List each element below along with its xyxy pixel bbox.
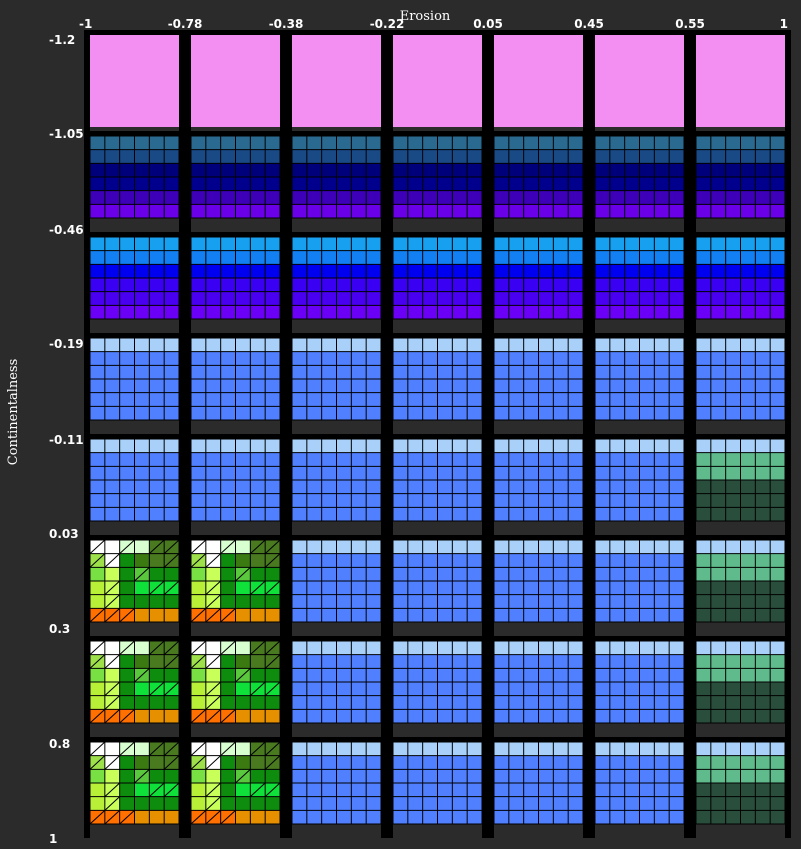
heatmap-cell: [589, 636, 690, 737]
cell-tile: [164, 608, 179, 622]
cell-tile: [90, 682, 105, 696]
heatmap-cell: [185, 30, 286, 131]
cell-tile: [90, 668, 105, 682]
cell-footer: [292, 218, 381, 232]
cell-tile: [135, 797, 150, 811]
cell-footer: [292, 723, 381, 737]
cell-tile: [221, 682, 236, 696]
cell-tile: [250, 668, 265, 682]
heatmap-cell: [387, 131, 488, 232]
cell-footer: [292, 622, 381, 636]
cell-tile: [265, 696, 280, 710]
cell-footer: [191, 127, 280, 131]
cell-tile: [90, 783, 105, 797]
cell-tile: [149, 696, 164, 710]
cell-tile: [236, 641, 251, 655]
cell-tile: [120, 668, 135, 682]
cell-tile: [149, 567, 164, 581]
cell-tile: [265, 709, 280, 723]
heatmap-cell: [690, 737, 791, 838]
cell-tile: [135, 783, 150, 797]
cell-tile: [135, 540, 150, 554]
y-tick-label: 0.8: [49, 737, 71, 751]
cell-footer: [696, 420, 785, 434]
cell-tile: [221, 696, 236, 710]
cell-footer: [292, 824, 381, 838]
cell-tile: [221, 783, 236, 797]
cell-footer: [595, 824, 684, 838]
heatmap-cell: [488, 737, 589, 838]
cell-grid: [84, 30, 791, 838]
cell-tile: [164, 709, 179, 723]
heatmap-cell: [589, 434, 690, 535]
cell-tile: [250, 769, 265, 783]
cell-tile: [221, 769, 236, 783]
cell-footer: [191, 319, 280, 333]
cell-tile: [265, 668, 280, 682]
cell-tile: [120, 554, 135, 568]
heatmap-cell: [690, 434, 791, 535]
cell-tile: [164, 567, 179, 581]
cell-footer: [393, 723, 482, 737]
cell-tile: [221, 595, 236, 609]
cell-footer: [393, 622, 482, 636]
cell-footer: [494, 319, 583, 333]
heatmap-cell: [286, 333, 387, 434]
cell-tile: [149, 769, 164, 783]
cell-tile: [135, 682, 150, 696]
cell-footer: [191, 521, 280, 535]
cell-footer: [90, 420, 179, 434]
x-tick-label: -0.78: [167, 17, 203, 31]
cell-tile: [250, 554, 265, 568]
heatmap-cell: [286, 30, 387, 131]
heatmap-cell: [84, 131, 185, 232]
cell-tile: [265, 797, 280, 811]
x-tick-label: 1: [779, 17, 788, 31]
cell-tile: [164, 810, 179, 824]
x-tick-label: 0.05: [473, 17, 503, 31]
cell-tile: [164, 769, 179, 783]
heatmap-cell: [286, 434, 387, 535]
heatmap-cell: [589, 131, 690, 232]
cell-tile: [164, 668, 179, 682]
cell-tile: [149, 595, 164, 609]
heatmap-cell: [185, 333, 286, 434]
cell-footer: [90, 218, 179, 232]
heatmap-cell: [690, 636, 791, 737]
cell-tile: [120, 783, 135, 797]
cell-tile: [236, 655, 251, 669]
cell-tile: [120, 682, 135, 696]
heatmap-cell: [690, 232, 791, 333]
heatmap-cell: [286, 131, 387, 232]
cell-tile: [236, 709, 251, 723]
cell-tile: [250, 595, 265, 609]
cell-band: [393, 35, 482, 127]
x-tick-label: 0.55: [675, 17, 705, 31]
cell-footer: [696, 127, 785, 131]
cell-tile: [120, 581, 135, 595]
heatmap-cell: [387, 333, 488, 434]
cell-tile: [149, 709, 164, 723]
heatmap-cell: [286, 737, 387, 838]
cell-tile: [221, 655, 236, 669]
heatmap-cell: [185, 131, 286, 232]
cell-footer: [191, 420, 280, 434]
heatmap-cell: [589, 333, 690, 434]
heatmap-cell: [185, 636, 286, 737]
cell-footer: [191, 622, 280, 636]
cell-tile: [191, 595, 206, 609]
cell-tile: [265, 810, 280, 824]
cell-tile: [265, 608, 280, 622]
cell-tile: [164, 797, 179, 811]
cell-tile: [265, 567, 280, 581]
cell-footer: [595, 622, 684, 636]
heatmap-cell: [286, 232, 387, 333]
cell-footer: [191, 824, 280, 838]
heatmap-cell: [690, 535, 791, 636]
heatmap-cell: [84, 434, 185, 535]
heatmap-cell: [84, 232, 185, 333]
heatmap-cell: [185, 737, 286, 838]
heatmap-cell: [84, 737, 185, 838]
heatmap-cell: [387, 30, 488, 131]
cell-tile: [236, 554, 251, 568]
cell-tile: [149, 797, 164, 811]
heatmap-cell: [286, 535, 387, 636]
cell-tile: [135, 581, 150, 595]
cell-tile: [90, 581, 105, 595]
heatmap-cell: [387, 434, 488, 535]
heatmap-cell: [488, 30, 589, 131]
heatmap-cell: [84, 636, 185, 737]
cell-tile: [236, 682, 251, 696]
heatmap-cell: [286, 636, 387, 737]
heatmap-cell: [488, 535, 589, 636]
cell-tile: [120, 769, 135, 783]
heatmap-cell: [690, 333, 791, 434]
heatmap-cell: [589, 737, 690, 838]
cell-tile: [191, 581, 206, 595]
heatmap-cell: [387, 232, 488, 333]
cell-tile: [206, 567, 221, 581]
cell-tile: [135, 709, 150, 723]
cell-tile: [250, 797, 265, 811]
cell-tile: [120, 595, 135, 609]
cell-tile: [135, 608, 150, 622]
cell-tile: [120, 797, 135, 811]
cell-band: [90, 35, 179, 127]
y-tick-label: -0.19: [49, 337, 84, 351]
cell-tile: [221, 567, 236, 581]
x-tick-label: -0.38: [268, 17, 304, 31]
cell-footer: [595, 723, 684, 737]
cell-band: [191, 35, 280, 127]
cell-band: [494, 35, 583, 127]
cell-tile: [236, 742, 251, 756]
cell-tile: [135, 810, 150, 824]
cell-tile: [90, 696, 105, 710]
cell-tile: [236, 756, 251, 770]
x-tick-label: -0.22: [369, 17, 405, 31]
cell-tile: [250, 608, 265, 622]
cell-tile: [250, 810, 265, 824]
cell-tile: [149, 810, 164, 824]
cell-tile: [149, 668, 164, 682]
cell-tile: [250, 655, 265, 669]
heatmap-cell: [387, 535, 488, 636]
cell-footer: [696, 824, 785, 838]
y-tick-label: -1.05: [49, 127, 84, 141]
cell-tile: [206, 742, 221, 756]
cell-footer: [696, 521, 785, 535]
heatmap-cell: [84, 30, 185, 131]
y-tick-label: -0.46: [49, 223, 84, 237]
cell-footer: [494, 824, 583, 838]
cell-tile: [164, 696, 179, 710]
cell-tile: [236, 608, 251, 622]
cell-tile: [120, 756, 135, 770]
cell-tile: [105, 567, 120, 581]
cell-tile: [236, 581, 251, 595]
cell-tile: [236, 810, 251, 824]
heatmap-cell: [589, 232, 690, 333]
cell-tile: [135, 595, 150, 609]
x-axis-title: Erosion: [399, 9, 451, 24]
cell-footer: [494, 521, 583, 535]
cell-footer: [696, 622, 785, 636]
heatmap-cell: [690, 30, 791, 131]
cell-tile: [206, 668, 221, 682]
cell-tile: [191, 797, 206, 811]
cell-tile: [120, 696, 135, 710]
cell-tile: [265, 595, 280, 609]
cell-footer: [292, 127, 381, 131]
cell-tile: [105, 641, 120, 655]
cell-tile: [191, 783, 206, 797]
cell-tile: [236, 540, 251, 554]
cell-tile: [105, 769, 120, 783]
cell-footer: [494, 218, 583, 232]
cell-tile: [221, 581, 236, 595]
cell-footer: [595, 319, 684, 333]
cell-tile: [191, 696, 206, 710]
cell-tile: [135, 641, 150, 655]
cell-tile: [221, 554, 236, 568]
cell-tile: [90, 567, 105, 581]
cell-tile: [206, 641, 221, 655]
y-axis-title: Continentalness: [6, 358, 21, 466]
cell-tile: [135, 696, 150, 710]
cell-footer: [292, 319, 381, 333]
cell-footer: [191, 218, 280, 232]
heatmap-cell: [185, 535, 286, 636]
y-tick-label: 0.03: [49, 527, 79, 541]
heatmap-cell: [589, 535, 690, 636]
cell-tile: [236, 696, 251, 710]
cell-footer: [595, 218, 684, 232]
cell-footer: [90, 824, 179, 838]
cell-tile: [105, 742, 120, 756]
cell-tile: [149, 756, 164, 770]
heatmap-cell: [488, 131, 589, 232]
cell-footer: [494, 723, 583, 737]
cell-footer: [90, 723, 179, 737]
cell-tile: [120, 567, 135, 581]
cell-footer: [393, 127, 482, 131]
cell-tile: [250, 696, 265, 710]
cell-tile: [236, 783, 251, 797]
cell-tile: [149, 608, 164, 622]
cell-footer: [393, 319, 482, 333]
cell-tile: [149, 554, 164, 568]
cell-footer: [292, 420, 381, 434]
cell-footer: [595, 127, 684, 131]
cell-footer: [696, 723, 785, 737]
cell-tile: [206, 540, 221, 554]
cell-band: [696, 35, 785, 127]
cell-footer: [90, 127, 179, 131]
cell-tile: [90, 769, 105, 783]
heatmap-cell: [185, 434, 286, 535]
heatmap-cell: [488, 333, 589, 434]
cell-footer: [595, 420, 684, 434]
cell-tile: [236, 797, 251, 811]
cell-band: [595, 35, 684, 127]
cell-footer: [696, 319, 785, 333]
cell-footer: [595, 521, 684, 535]
cell-footer: [191, 723, 280, 737]
cell-tile: [265, 769, 280, 783]
cell-tile: [221, 756, 236, 770]
cell-footer: [494, 420, 583, 434]
heatmap-cell: [488, 636, 589, 737]
cell-tile: [135, 655, 150, 669]
cell-footer: [494, 127, 583, 131]
cell-band: [292, 35, 381, 127]
cell-tile: [135, 756, 150, 770]
cell-tile: [105, 540, 120, 554]
cell-tile: [250, 709, 265, 723]
cell-tile: [206, 769, 221, 783]
cell-footer: [393, 824, 482, 838]
cell-footer: [393, 420, 482, 434]
cell-footer: [494, 622, 583, 636]
cell-tile: [149, 655, 164, 669]
heatmap-cell: [488, 232, 589, 333]
cell-tile: [191, 668, 206, 682]
cell-tile: [236, 595, 251, 609]
cell-tile: [120, 655, 135, 669]
cell-tile: [191, 567, 206, 581]
heatmap-cell: [488, 434, 589, 535]
cell-tile: [90, 797, 105, 811]
cell-footer: [90, 622, 179, 636]
cell-tile: [191, 769, 206, 783]
heatmap-cell: [387, 636, 488, 737]
heatmap-cell: [84, 535, 185, 636]
cell-tile: [105, 668, 120, 682]
cell-tile: [250, 756, 265, 770]
cell-tile: [221, 668, 236, 682]
cell-tile: [221, 797, 236, 811]
cell-footer: [292, 521, 381, 535]
x-tick-label: 0.45: [574, 17, 604, 31]
y-tick-label: 1: [49, 832, 58, 846]
heatmap-cell: [185, 232, 286, 333]
cell-footer: [90, 319, 179, 333]
y-tick-label: 0.3: [49, 622, 71, 636]
cell-tile: [135, 554, 150, 568]
cell-footer: [90, 521, 179, 535]
heatmap-cell: [690, 131, 791, 232]
cell-footer: [393, 218, 482, 232]
y-tick-label: -1.2: [49, 33, 76, 47]
heatmap-cell: [589, 30, 690, 131]
cell-tile: [90, 595, 105, 609]
cell-tile: [164, 595, 179, 609]
heatmap-cell: [84, 333, 185, 434]
cell-tile: [250, 567, 265, 581]
cell-tile: [135, 742, 150, 756]
heatmap-cell: [387, 737, 488, 838]
y-tick-label: -0.11: [49, 433, 84, 447]
cell-footer: [696, 218, 785, 232]
x-tick-label: -1: [79, 17, 93, 31]
cell-footer: [393, 521, 482, 535]
cell-tile: [191, 682, 206, 696]
